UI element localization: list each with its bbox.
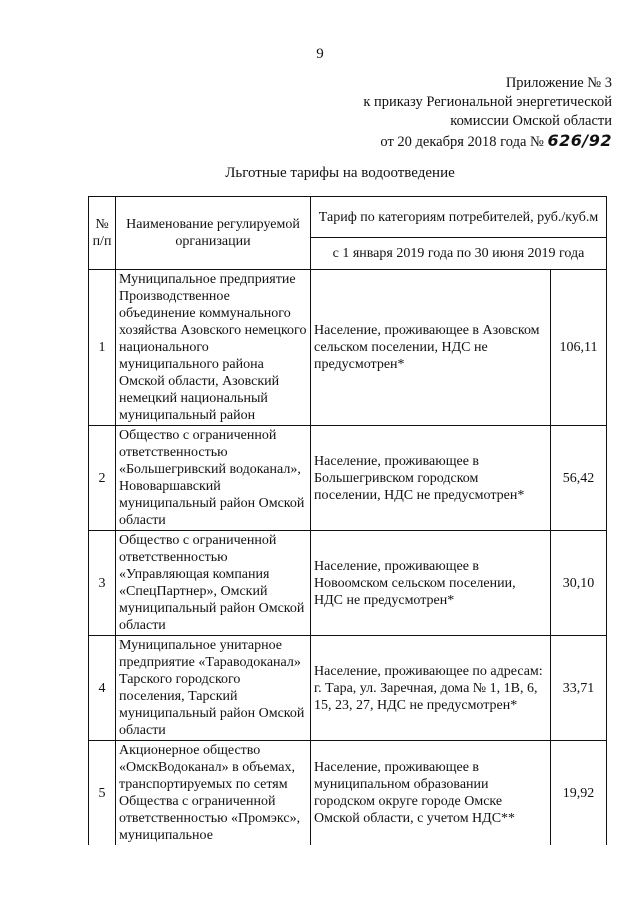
header-tariff: Тариф по категориям потребителей, руб./куб.м bbox=[311, 197, 607, 238]
appendix-order-line bbox=[363, 131, 612, 152]
tariff-value: 56,42 bbox=[551, 426, 607, 531]
consumer-category: Население, проживающее в Азовском сельском поселении, НДС не предусмотрен* bbox=[311, 270, 551, 426]
organization-name: Муниципальное унитарное предприятие «Тараводоканал» Тарского городского поселения, Тарский муниципальный район Омской области bbox=[116, 636, 311, 741]
header-organization: Наименование регулируемой организации bbox=[116, 197, 311, 270]
tariff-value: 19,92 bbox=[551, 741, 607, 846]
organization-name: Общество с ограниченной ответственностью «Управляющая компания «СпецПартнер», Омский муниципальный район Омской области bbox=[116, 531, 311, 636]
row-number: 4 bbox=[89, 636, 116, 741]
appendix-line: к приказу Региональной энергетической bbox=[363, 94, 612, 110]
document-title: Льготные тарифы на водоотведение bbox=[225, 165, 455, 181]
header-number: № п/п bbox=[89, 197, 116, 270]
tariff-value: 33,71 bbox=[551, 636, 607, 741]
table-row bbox=[89, 741, 607, 846]
consumer-category: Население, проживающее в Большегривском городском поселении, НДС не предусмотрен* bbox=[311, 426, 551, 531]
tariff-table bbox=[88, 196, 607, 845]
header-period: с 1 января 2019 года по 30 июня 2019 года bbox=[311, 238, 607, 270]
appendix-order-prefix: от 20 декабря 2018 года № bbox=[380, 134, 544, 150]
order-number-handwritten: 626/92 bbox=[547, 131, 612, 150]
organization-name: Муниципальное предприятие Производственное объединение коммунального хозяйства Азовского немецкого национального муниципального района Омской области, Азовский немецкий национальный муниципальный район bbox=[116, 270, 311, 426]
page-number: 9 bbox=[316, 46, 324, 62]
table-row bbox=[89, 636, 607, 741]
table-row bbox=[89, 531, 607, 636]
row-number: 5 bbox=[89, 741, 116, 846]
consumer-category: Население, проживающее по адресам: г. Тара, ул. Заречная, дома № 1, 1В, 6, 15, 23, 27, НДС не предусмотрен* bbox=[311, 636, 551, 741]
row-number: 1 bbox=[89, 270, 116, 426]
appendix-block bbox=[363, 74, 612, 152]
consumer-category: Население, проживающее в муниципальном образовании городском округе городе Омске Омской области, с учетом НДС** bbox=[311, 741, 551, 846]
table-row bbox=[89, 270, 607, 426]
organization-name: Общество с ограниченной ответственностью «Большегривский водоканал», Нововаршавский муниципальный район Омской области bbox=[116, 426, 311, 531]
row-number: 2 bbox=[89, 426, 116, 531]
tariff-value: 30,10 bbox=[551, 531, 607, 636]
row-number: 3 bbox=[89, 531, 116, 636]
organization-name: Акционерное общество «ОмскВодоканал» в объемах, транспортируемых по сетям Общества с ограниченной ответственностью «Промэкс», муниципальное bbox=[116, 741, 311, 846]
appendix-line: комиссии Омской области bbox=[450, 113, 612, 129]
tariff-value: 106,11 bbox=[551, 270, 607, 426]
table-row bbox=[89, 426, 607, 531]
appendix-line: Приложение № 3 bbox=[505, 75, 612, 91]
consumer-category: Население, проживающее в Новоомском сельском поселении, НДС не предусмотрен* bbox=[311, 531, 551, 636]
